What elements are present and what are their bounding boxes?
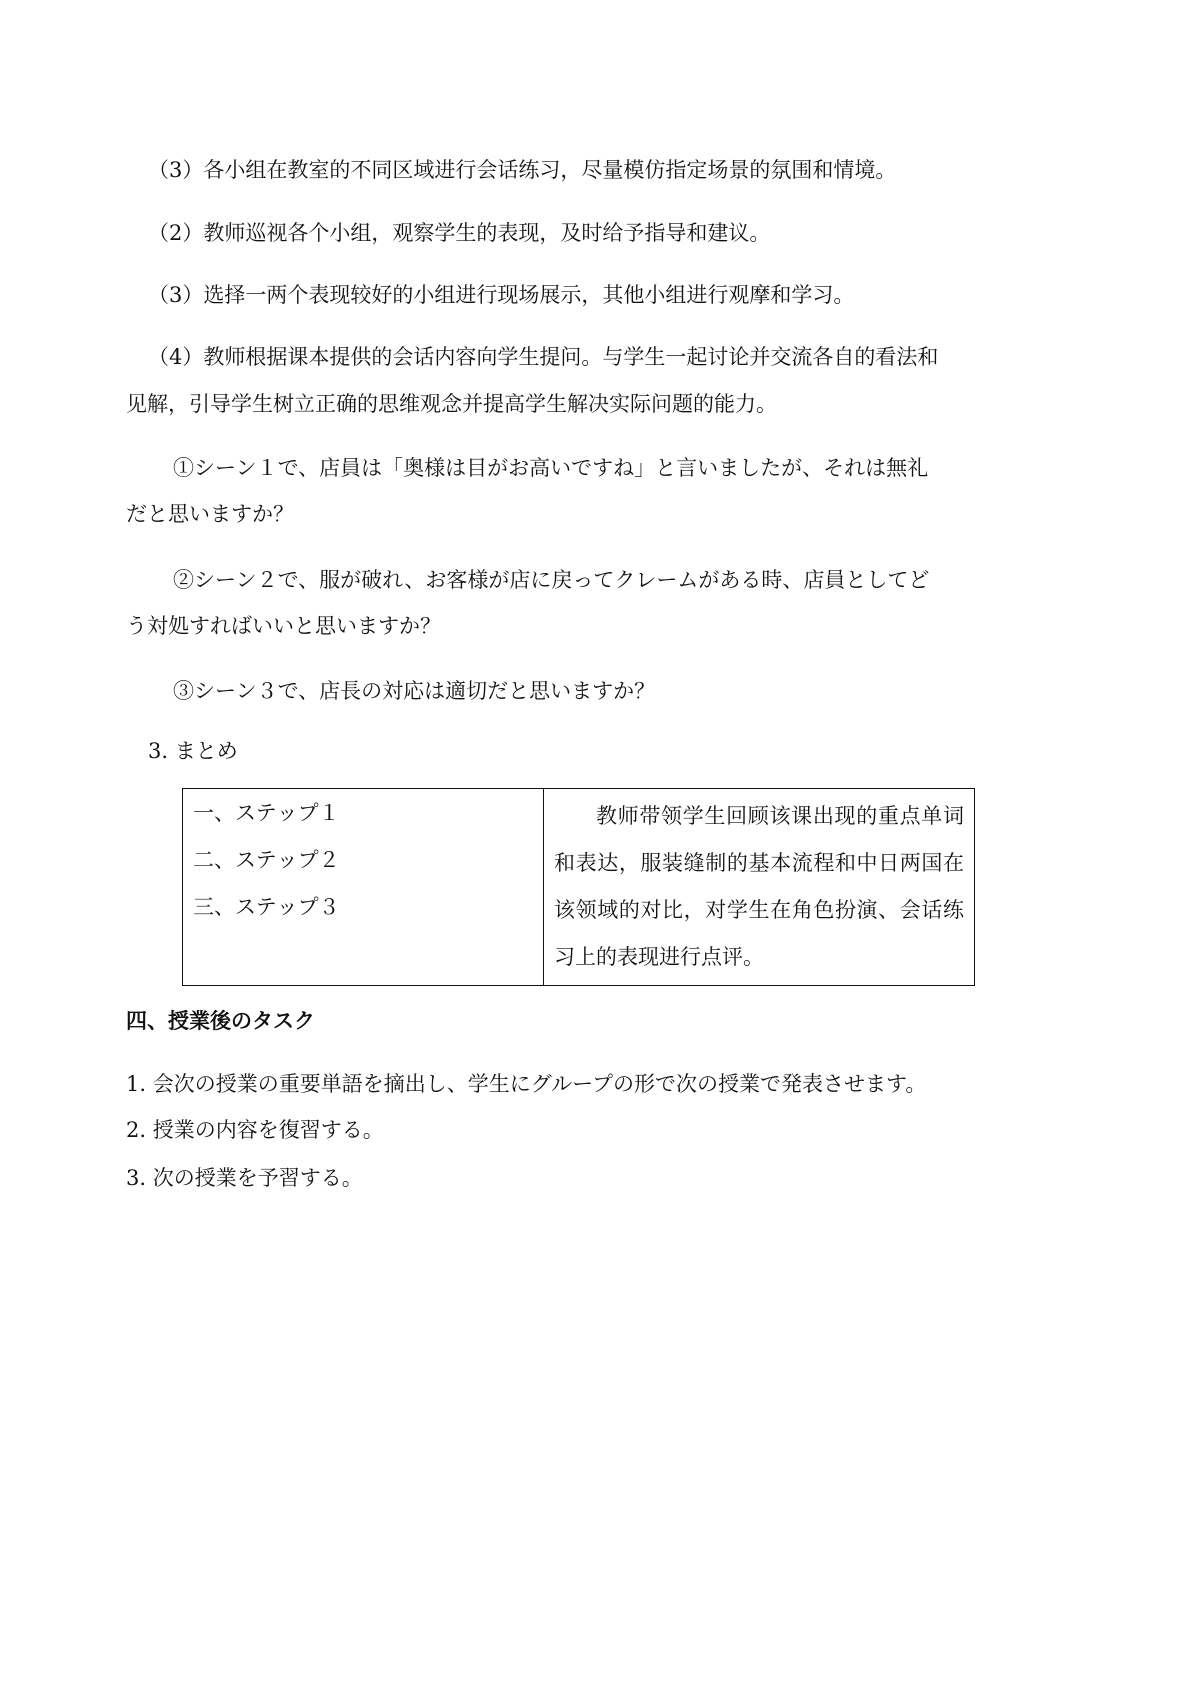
question-2-line-2: う対処すればいいと思いますか？	[126, 614, 441, 638]
activity-item-1: （3）各小组在教室的不同区域进行会话练习，尽量模仿指定场景的氛围和情境。	[148, 158, 897, 182]
activity-item-2: （2）教师巡视各个小组，观察学生的表现，及时给予指导和建议。	[148, 221, 771, 245]
summary-table	[182, 788, 975, 986]
task-3: 3. 次の授業を予習する。	[126, 1166, 363, 1190]
question-1-line-1: ①シーン１で、店員は「奥様は目がお高いですね」と言いましたが、それは無礼	[173, 456, 929, 480]
activity-item-4-line-1: （4）教师根据课本提供的会话内容向学生提问。与学生一起讨论并交流各自的看法和	[148, 345, 939, 369]
step-3: 三、ステップ３	[193, 895, 340, 919]
activity-item-3: （3）选择一两个表现较好的小组进行现场展示，其他小组进行观摩和学习。	[148, 283, 855, 307]
question-2-line-1: ②シーン２で、服が破れ、お客様が店に戻ってクレームがある時、店員としてど	[173, 568, 930, 592]
steps-cell	[183, 789, 544, 986]
question-1-line-2: だと思いますか？	[126, 502, 294, 526]
task-2: 2. 授業の内容を復習する。	[126, 1118, 384, 1142]
summary-description: 教师带领学生回顾该课出现的重点单词和表达，服装缝制的基本流程和中日两国在该领域的对比，对学生在角色扮演、会话练习上的表现进行点评。	[554, 804, 964, 969]
description-cell	[544, 789, 975, 986]
task-1: 1. 会次の授業の重要単語を摘出し、学生にグループの形で次の授業で発表させます。	[126, 1072, 927, 1096]
step-1: 一、ステップ１	[193, 801, 340, 825]
summary-heading: 3. まとめ	[148, 739, 238, 763]
activity-item-4-line-2: 见解，引导学生树立正确的思维观念并提高学生解决实际问题的能力。	[126, 392, 777, 416]
question-3: ③シーン３で、店長の対応は適切だと思いますか？	[173, 679, 656, 703]
step-2: 二、ステップ２	[193, 848, 340, 872]
post-class-heading: 四、授業後のタスク	[126, 1009, 315, 1033]
